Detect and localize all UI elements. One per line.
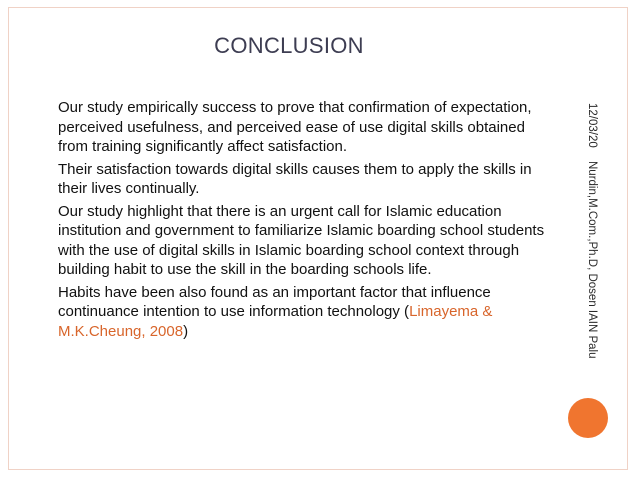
bullet-text: Habits have been also found as an important factor that influence continuance intention to use information technology ( — [58, 283, 491, 320]
bullet-text: Their satisfaction towards digital skills causes them to apply the skills in their lives continually. — [58, 160, 532, 197]
decorative-circle-icon — [568, 398, 608, 438]
vertical-footer — [579, 103, 605, 363]
slide-date: 12/03/20 — [586, 103, 598, 148]
bullet-item-4 — [37, 283, 547, 342]
bullet-text: Our study highlight that there is an urgent call for Islamic education institution and government to familiarize Islamic boarding school students with the use of digital skills in Islamic boarding school context through building habit to use the skill in the boarding schools life. — [58, 202, 545, 278]
bullet-item-2 — [37, 160, 547, 199]
citation-link[interactable]: Limayema & M.K.Cheung, 2008 — [58, 303, 493, 340]
bullet-list — [37, 98, 547, 344]
slide-author: Nurdin,M.Com.,Ph.D, Dosen IAIN Palu — [586, 161, 598, 359]
bullet-text-end: ) — [183, 322, 189, 340]
slide-title: CONCLUSION — [214, 33, 364, 58]
bullet-item-1 — [37, 98, 547, 157]
bullet-item-3 — [37, 202, 547, 280]
bullet-text: Our study empirically success to prove that confirmation of expectation, perceived usefulness, and perceived ease of use digital skills obtained from training significantly affect satisfaction. — [58, 99, 532, 155]
